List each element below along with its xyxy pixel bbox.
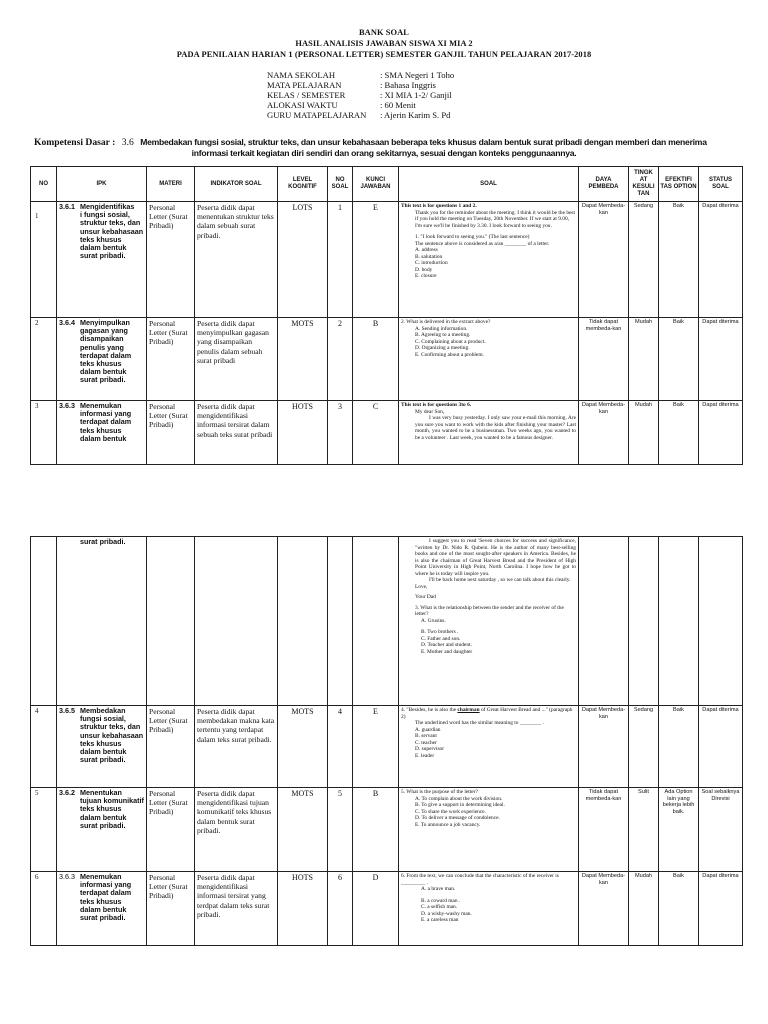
- col-no: NO: [31, 167, 57, 202]
- row-efektif: Baik: [659, 872, 699, 946]
- kompetensi-dasar: [34, 137, 734, 159]
- row-tingkat: Mudah: [629, 872, 659, 946]
- row-materi: Personal Letter (Surat Pribadi): [147, 318, 195, 401]
- ipk-rest: informasi yang terdapat dalam teks khusus dalam bentuk: [80, 409, 132, 443]
- soal-option: B. To give a support in determining ideal.: [415, 802, 505, 808]
- row-daya: Tidak dapat membeda-kan: [579, 788, 629, 872]
- row-status: Dapat diterima: [699, 401, 743, 465]
- row-soal: [399, 202, 579, 318]
- doc-subtitle-2: PADA PENILAIAN HARIAN 1 (PERSONAL LETTER) SEMESTER GANJIL TAHUN PELAJARAN 2017-2018: [176, 50, 592, 59]
- row-tingkat: Sedang: [629, 706, 659, 788]
- soal-option: A. Grusins.: [421, 617, 446, 624]
- row-daya: Dapat Membeda-kan: [579, 872, 629, 946]
- soal-question: [401, 707, 576, 720]
- info-label: NAMA SEKOLAH: [267, 70, 336, 80]
- ipk-code: 3.6.4: [59, 318, 75, 327]
- row-soal: [399, 788, 579, 872]
- info-value: : Bahasa Inggris: [380, 80, 436, 90]
- ipk-rest: informasi yang terdapat dalam teks khusus dalam bentuk surat pribadi.: [80, 880, 132, 923]
- row-materi: Personal Letter (Surat Pribadi): [147, 706, 195, 788]
- row-indikator: Peserta didik dapat menyimpulkan gagasan yang disampaikan penulis dalam sebuah surat pribadi: [195, 318, 278, 401]
- row-materi: Personal Letter (Surat Pribadi): [147, 872, 195, 946]
- info-label: KELAS / SEMESTER: [267, 90, 346, 100]
- soal-passage: I was very busy yesterday. I only saw your e-mail this morning. Are you sure you want to work with the kids after finishing your master? Last month, you wanted to be a businessman. Two weeks ago, you wanted to be a volunteer . Last week, you wanted to be a famous designer.: [415, 415, 576, 441]
- soal-question-a: 4. "Besides, he is also the: [401, 707, 457, 713]
- soal-option: D. Organizing a meeting.: [415, 345, 470, 351]
- col-daya: DAYA PEMBEDA: [579, 167, 629, 202]
- soal-question: 3. What is the relationship between the sender and the receiver of the letter?: [415, 604, 564, 617]
- row-daya: Dapat Membeda-kan: [579, 706, 629, 788]
- row-indikator: Peserta didik dapat membedakan makna kata tertentu yang terdapat dalam teks surat pribadi.: [195, 706, 278, 788]
- ipk-first: Mengidentifikas: [80, 202, 135, 211]
- row-tingkat: Mudah: [629, 318, 659, 401]
- row-kunci: B: [353, 788, 399, 872]
- ipk-code: 3.6.1: [59, 202, 75, 211]
- row-materi: Personal Letter (Surat Pribadi): [147, 202, 195, 318]
- row-status: Dapat diterima: [699, 706, 743, 788]
- table-header-row: [31, 167, 743, 202]
- soal-option: E. Mother and daughter: [421, 648, 473, 655]
- row-level: MOTS: [278, 318, 328, 401]
- row-no-soal: 3: [328, 401, 353, 465]
- soal-question: 6. From the text, we can conclude that the characteristic of the receiver is _________ .: [401, 873, 559, 886]
- table-row: [31, 788, 743, 872]
- row-no-soal: 5: [328, 788, 353, 872]
- soal-option: C. teacher: [415, 739, 437, 746]
- soal-intro: This text is for questions 1 and 2.: [401, 203, 477, 209]
- ipk-first: Membedakan: [80, 706, 126, 715]
- info-label: MATA PELAJARAN: [267, 80, 342, 90]
- ipk-rest: surat pribadi.: [80, 537, 126, 546]
- soal-underlined-word: chairman: [457, 707, 480, 713]
- col-no-soal: NO SOAL: [328, 167, 353, 202]
- row-efektif: Baik: [659, 401, 699, 465]
- row-tingkat: Sedang: [629, 202, 659, 318]
- row-kunci: [353, 537, 399, 706]
- analysis-table: [30, 166, 743, 465]
- row-level: HOTS: [278, 401, 328, 465]
- row-no: [31, 537, 57, 706]
- ipk-rest: tujuan komunikatif teks khusus dalam bentuk surat pribadi.: [80, 796, 144, 830]
- soal-passage: Thank you for the reminder about the meeting. I think it would be the best if you hold the meeting on Tuesday, 20th November. If we start at 9.00, I'm sure we'll be finished by 3.30. I look forward to seeing you.: [415, 209, 576, 229]
- row-kunci: D: [353, 872, 399, 946]
- row-level: [278, 537, 328, 706]
- row-kunci: B: [353, 318, 399, 401]
- ipk-code: 3.6.5: [59, 706, 75, 715]
- ipk-code: 3.6.3: [59, 872, 75, 881]
- soal-option: A. To complain about the work division.: [415, 795, 503, 802]
- soal-option: C. a selfish man.: [421, 904, 458, 910]
- row-daya: Dapat Membeda-kan: [579, 202, 629, 318]
- soal-option: D. body: [415, 266, 433, 273]
- doc-title: BANK SOAL: [359, 28, 409, 37]
- col-tingkat: TINGK AT KESULI TAN: [629, 167, 659, 202]
- soal-option: D. supervisor: [415, 746, 445, 752]
- row-ipk: [57, 537, 147, 706]
- row-efektif: Baik: [659, 202, 699, 318]
- ipk-rest: i fungsi sosial, struktur teks, dan unsur kebahasaan teks khusus dalam bentuk surat pribadi.: [80, 210, 144, 261]
- row-indikator: Peserta didik dapat mengidentifikasi informasi tersirat yang terdpat dalam teks surat pribadi.: [195, 872, 278, 946]
- soal-option: B. Two brothers .: [421, 629, 459, 635]
- row-kunci: C: [353, 401, 399, 465]
- soal-option: E. To announce a job vacancy.: [415, 821, 481, 828]
- soal-option: C. Complaining about a product.: [415, 338, 486, 345]
- row-level: LOTS: [278, 202, 328, 318]
- row-materi: Personal Letter (Surat Pribadi): [147, 788, 195, 872]
- soal-option: E. leader: [415, 752, 435, 759]
- ipk-first: Menemukan: [80, 872, 122, 881]
- row-level: MOTS: [278, 788, 328, 872]
- row-daya: Dapat Membeda-kan: [579, 401, 629, 465]
- row-tingkat: [629, 537, 659, 706]
- info-label: GURU MATAPELAJARAN: [267, 110, 367, 120]
- row-indikator: [195, 537, 278, 706]
- row-no-soal: 2: [328, 318, 353, 401]
- kd-text-2: informasi terkait kegiatan diri sendiri dan orang sekitarnya, sesuai dengan konteks penggunaannya.: [191, 148, 577, 158]
- soal-option: C. Father and son.: [421, 635, 461, 642]
- row-status: Dapat diterima: [699, 872, 743, 946]
- row-no: 5: [31, 788, 57, 872]
- soal-intro: This text is for questions 3to 6.: [401, 402, 472, 408]
- ipk-code: 3.6.2: [59, 788, 75, 797]
- table-row: [31, 706, 743, 788]
- soal-option: D. Teacher and student.: [421, 642, 472, 648]
- row-kunci: E: [353, 202, 399, 318]
- row-daya: [579, 537, 629, 706]
- row-no-soal: 6: [328, 872, 353, 946]
- row-status: Soal sebaiknya Direvisi: [699, 788, 743, 872]
- ipk-code: 3.6.3: [59, 401, 75, 410]
- row-efektif: [659, 537, 699, 706]
- row-soal: [399, 872, 579, 946]
- soal-option: A. address: [415, 247, 438, 253]
- row-materi: [147, 537, 195, 706]
- row-indikator: Peserta didik dapat menentukan struktur teks dalam sebuah surat pribadi.: [195, 202, 278, 318]
- ipk-rest: gagasan yang disampaikan penulis yang terdapat dalam teks khusus dalam bentuk surat pribadi.: [80, 326, 132, 385]
- info-row-teacher: [267, 110, 580, 120]
- row-ipk: [57, 706, 147, 788]
- soal-option: A. Sending information.: [415, 325, 468, 332]
- row-ipk: [57, 872, 147, 946]
- info-value: : SMA Negeri 1 Toho: [380, 70, 455, 80]
- info-row-class: [267, 90, 580, 100]
- table-row-continued: [31, 537, 743, 706]
- soal-passage-2: I'll be back home next saturday , so we can talk about this clearly.: [429, 577, 571, 583]
- soal-option: D. a wishy-washy man.: [421, 910, 472, 917]
- soal-option: C. introduction: [415, 260, 448, 266]
- soal-option: B. salutation: [415, 253, 443, 260]
- row-no-soal: [328, 537, 353, 706]
- soal-option: A. guardian: [415, 726, 441, 733]
- row-level: HOTS: [278, 872, 328, 946]
- table-row: [31, 401, 743, 465]
- ipk-first: Menentukan: [80, 788, 122, 797]
- row-soal: [399, 318, 579, 401]
- row-ipk: [57, 318, 147, 401]
- col-soal: SOAL: [399, 167, 579, 202]
- row-materi: Personal Letter (Surat Pribadi): [147, 401, 195, 465]
- row-status: Dapat diterima: [699, 202, 743, 318]
- col-efektif: EFEKTIFI TAS OPTION: [659, 167, 699, 202]
- table-row: [31, 318, 743, 401]
- soal-option: C. To share the work experience.: [415, 808, 486, 815]
- row-efektif: Baik: [659, 706, 699, 788]
- row-tingkat: Mudah: [629, 401, 659, 465]
- info-row-subject: [267, 80, 580, 90]
- col-materi: MATERI: [147, 167, 195, 202]
- row-indikator: Peserta didik dapat mengidentifikasi tujuan komunikatif teks khusus dalam bentuk surat pribadi.: [195, 788, 278, 872]
- row-status: [699, 537, 743, 706]
- doc-subtitle: HASIL ANALISIS JAWABAN SISWA XI MIA 2: [295, 39, 473, 48]
- row-ipk: [57, 401, 147, 465]
- soal-question: 1. "I look forward to seeing you." (The last sentence): [415, 234, 530, 240]
- soal-option: E. a careless man: [421, 917, 459, 923]
- col-status: STATUS SOAL: [699, 167, 743, 202]
- row-indikator: Peserta didik dapat mengidentifikasi informasi tersirat dalam sebuah teks surat pribadi: [195, 401, 278, 465]
- info-label: ALOKASI WAKTU: [267, 100, 338, 110]
- soal-question: 2. What is delivered in the extract above?: [401, 319, 491, 325]
- row-daya: Tidak dapat membeda-kan: [579, 318, 629, 401]
- row-no: 6: [31, 872, 57, 946]
- school-info: [267, 70, 580, 120]
- col-level: LEVEL KOGNITIF: [278, 167, 328, 202]
- col-indikator: INDIKATOR SOAL: [195, 167, 278, 202]
- kd-text: Membedakan fungsi sosial, struktur teks, dan unsur kebahasaan beberapa teks khusus dalam bentuk surat pribadi dengan memberi dan menerima: [140, 137, 707, 147]
- soal-option: E. closure: [415, 273, 437, 279]
- soal-option: D. To deliver a message of condolence.: [415, 815, 500, 821]
- col-kunci: KUNCI JAWABAN: [353, 167, 399, 202]
- soal-question-2: The underlined word has the similar meaning to ________ .: [415, 720, 545, 726]
- soal-option: B. servant: [415, 733, 437, 739]
- row-no: 2: [31, 318, 57, 401]
- row-no: 4: [31, 706, 57, 788]
- soal-closing: Love,: [415, 583, 428, 590]
- row-status: Dapat diterima: [699, 318, 743, 401]
- soal-greeting: My dear Son,: [415, 408, 445, 415]
- analysis-table-continued: [30, 536, 743, 946]
- row-no-soal: 1: [328, 202, 353, 318]
- soal-signature: Your Dad: [415, 594, 436, 600]
- row-kunci: E: [353, 706, 399, 788]
- ipk-rest: fungsi sosial, struktur teks, dan unsur kebahasaan teks khusus dalam bentuk surat pribadi.: [80, 714, 144, 765]
- info-row-time: [267, 100, 580, 110]
- row-no: 1: [31, 202, 57, 318]
- soal-option: E. Confirming about a problem.: [415, 351, 484, 358]
- ipk-first: Menyimpulkan: [80, 318, 130, 327]
- row-efektif: Baik: [659, 318, 699, 401]
- row-ipk: [57, 788, 147, 872]
- row-ipk: [57, 202, 147, 318]
- soal-question: 5. What is the purpose of the letter?: [401, 789, 478, 795]
- table-row: [31, 872, 743, 946]
- soal-question-2: The sentence above is considered as a/an ________ of a letter.: [415, 240, 550, 247]
- info-value: : 60 Menit: [380, 100, 416, 110]
- soal-option: B. a coward man .: [421, 897, 461, 904]
- kd-number: 3.6: [121, 137, 134, 148]
- row-efektif: Ada Option lain yang bekerja lebih baik.: [659, 788, 699, 872]
- row-tingkat: Sulit: [629, 788, 659, 872]
- soal-passage: I suggest you to read 'Seven choices for success and significance, "written by Dr. Nido R. Qubein. He is the author of many best-selling books and one of the most sought-after speakers in America. Besides, he is also the chairman of Great Harvest Bread and the President of High Point University in High Point, North Carolina. I hope how he got to where he is today will inspire you.: [415, 538, 576, 577]
- col-ipk: IPK: [57, 167, 147, 202]
- soal-question-b: of Great Harvest Bread and ..." (paragraph 2): [401, 707, 573, 720]
- row-no-soal: 4: [328, 706, 353, 788]
- info-row-school: [267, 70, 580, 80]
- row-no: 3: [31, 401, 57, 465]
- ipk-first: Menemukan: [80, 401, 122, 410]
- info-value: : Ajerin Karim S. Pd: [380, 110, 451, 120]
- row-level: MOTS: [278, 706, 328, 788]
- row-soal: [399, 401, 579, 465]
- info-value: : XI MIA 1-2/ Ganjil: [380, 90, 452, 100]
- row-soal: [399, 537, 579, 706]
- soal-option: A. a brave man.: [421, 886, 456, 892]
- kd-label: Kompetensi Dasar :: [34, 137, 116, 148]
- soal-option: B. Agreeing to a meeting.: [415, 332, 471, 338]
- row-soal: [399, 706, 579, 788]
- table-row: [31, 202, 743, 318]
